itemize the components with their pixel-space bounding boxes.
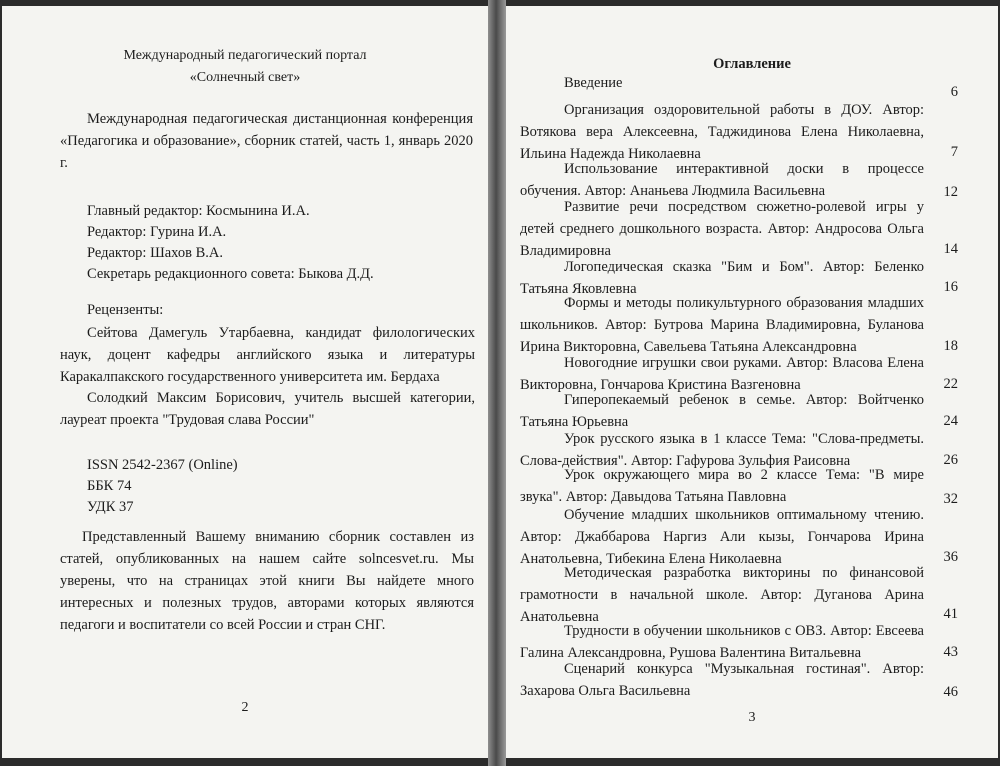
toc-entry-page: 36 bbox=[943, 549, 958, 565]
collection-description: Представленный Вашему вниманию сборник составлен из статей, опубликованных на нашем сайте solncesvet.ru. Мы уверены, что на страницах этой книги Вы найдете много интересных и полезных трудов, авторами которых являются педагоги и воспитатели со всей России и стран СНГ. bbox=[60, 529, 474, 633]
toc-entry-text: Введение bbox=[564, 75, 623, 91]
toc-entry-text: Новогодние игрушки свои руками. Автор: Власова Елена Викторовна, Гончарова Кристина Вазгеновна bbox=[520, 355, 924, 393]
bbk: ББК 74 bbox=[87, 478, 132, 494]
toc-entry-page: 6 bbox=[950, 84, 958, 100]
book-spine bbox=[488, 0, 506, 766]
toc-entry-text: Обучение младших школьников оптимальному чтению. Автор: Джаббарова Наргиз Али кызы, Гончарова Ирина Анатольевна, Тибекина Елена Николаевна bbox=[520, 507, 924, 567]
toc-entry-page: 43 bbox=[943, 644, 958, 660]
toc-entry-text: Урок окружающего мира во 2 классе Тема: "В мире звука". Автор: Давыдова Татьяна Павловна bbox=[520, 467, 924, 505]
portal-name: Международный педагогический портал bbox=[123, 48, 367, 63]
portal-quote: «Солнечный свет» bbox=[189, 70, 301, 85]
left-page bbox=[2, 6, 488, 758]
toc-entry-text: Гиперопекаемый ребенок в семье. Автор: Войтченко Татьяна Юрьевна bbox=[520, 392, 924, 430]
toc-entry-text: Трудности в обучении школьников с ОВЗ. Автор: Евсеева Галина Александровна, Рушова Валентина Витальевна bbox=[520, 623, 924, 661]
issn: ISSN 2542-2367 (Online) bbox=[87, 457, 238, 473]
editor-2: Редактор: Шахов В.А. bbox=[87, 245, 223, 261]
toc-entry-page: 24 bbox=[943, 413, 958, 429]
toc-entry-page: 16 bbox=[943, 279, 958, 295]
toc-entry-text: Урок русского языка в 1 классе Тема: "Слова-предметы. Слова-действия". Автор: Гафурова Зульфия Раисовна bbox=[520, 431, 924, 469]
chief-editor: Главный редактор: Космынина И.А. bbox=[87, 203, 310, 219]
toc-entry-page: 7 bbox=[950, 144, 958, 160]
right-page bbox=[506, 6, 998, 758]
toc-entry-page: 41 bbox=[943, 606, 958, 622]
toc-entry-page: 26 bbox=[943, 452, 958, 468]
toc-entry-text: Использование интерактивной доски в процессе обучения. Автор: Ананьева Людмила Васильевна bbox=[520, 161, 924, 199]
toc-entry-text: Развитие речи посредством сюжетно-ролевой игры у детей среднего дошкольного возраста. Автор: Андросова Ольга Владимировна bbox=[520, 199, 924, 259]
page-number-left: 2 bbox=[241, 700, 249, 715]
secretary: Секретарь редакционного совета: Быкова Д.Д. bbox=[87, 266, 374, 282]
reviewers-label: Рецензенты: bbox=[87, 302, 164, 318]
editor-1: Редактор: Гурина И.А. bbox=[87, 224, 227, 240]
toc-entry-text: Сценарий конкурса "Музыкальная гостиная". Автор: Захарова Ольга Васильевна bbox=[520, 661, 924, 699]
reviewer-1: Сейтова Дамегуль Утарбаевна, кандидат филологических наук, доцент кафедры английского языка и литературы Каракалпакского государственного университета им. Бердаха bbox=[60, 325, 475, 385]
toc-entry-page: 14 bbox=[943, 241, 958, 257]
toc-entry-text: Методическая разработка викторины по финансовой грамотности в начальной школе. Автор: Дуганова Арина Анатольевна bbox=[520, 565, 924, 625]
toc-entry-text: Формы и методы поликультурного образования младших школьников. Автор: Бутрова Марина Владимировна, Буланова Ирина Викторовна, Савельева Татьяна Александровна bbox=[520, 295, 924, 355]
toc-entry-page: 12 bbox=[943, 184, 958, 200]
toc-entry-text: Логопедическая сказка "Бим и Бом". Автор: Беленко Татьяна Яковлевна bbox=[520, 259, 924, 297]
toc-entry-page: 32 bbox=[943, 491, 958, 507]
conference-info: Международная педагогическая дистанционная конференция «Педагогика и образование», сборник статей, часть 1, январь 2020 г. bbox=[60, 111, 473, 171]
toc-entry-page: 18 bbox=[943, 338, 958, 354]
toc-entry-page: 22 bbox=[943, 376, 958, 392]
toc-entry-text: Организация оздоровительной работы в ДОУ. Автор: Вотякова вера Алексеевна, Таджидинова Елена Николаевна, Ильина Надежда Николаевна bbox=[520, 102, 924, 162]
toc-title: Оглавление bbox=[713, 56, 791, 72]
udk: УДК 37 bbox=[87, 499, 134, 515]
reviewer-2: Солодкий Максим Борисович, учитель высшей категории, лауреат проекта "Трудовая слава России" bbox=[60, 390, 475, 428]
toc-entry-page: 46 bbox=[943, 684, 958, 700]
page-number-right: 3 bbox=[748, 710, 756, 725]
